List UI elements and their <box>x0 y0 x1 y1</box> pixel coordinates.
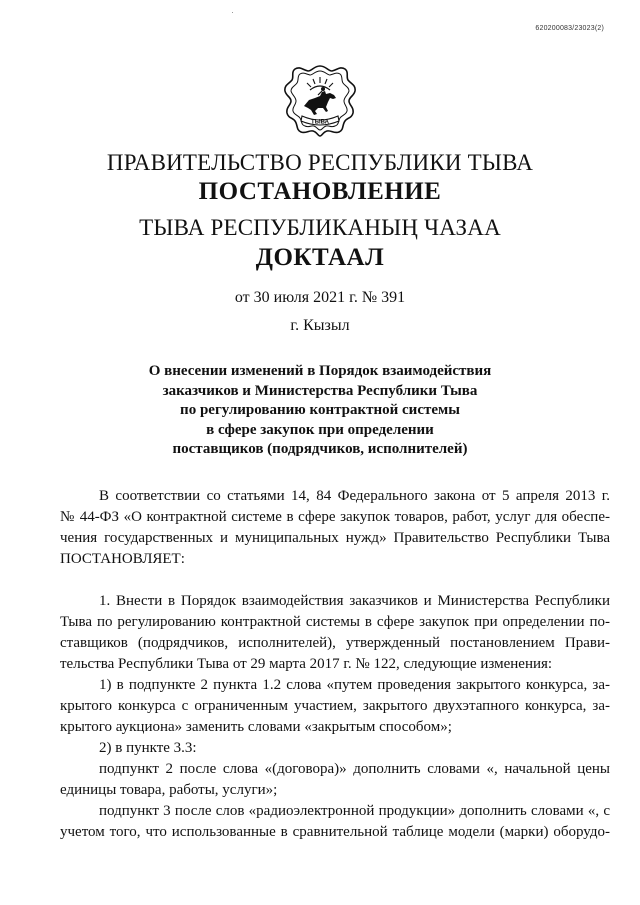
body-line: чения государственных и муниципальных нужд» Правительство Республики Тыва <box>60 530 610 546</box>
body-line: 1. Внести в Порядок взаимодействия заказчиков и Министерства Республики <box>99 593 610 609</box>
body-line: крытого аукциона» заменить словами «закрытым способом»; <box>60 719 452 735</box>
government-title-tuvan: ТЫВА РЕСПУБЛИКАНЫҢ ЧАЗАА <box>139 215 501 240</box>
body-line: тельства Республики Тыва от 29 марта 2017 г. № 122, следующие изменения: <box>60 656 553 672</box>
subject-line: по регулированию контрактной системы <box>180 402 460 418</box>
body-line: крытого конкурса с ограниченным участием, закрытого двухэтапного конкурса, за- <box>60 698 610 714</box>
decree-city: г. Кызыл <box>290 317 350 334</box>
subject-line: заказчиков и Министерства Республики Тыва <box>162 382 478 399</box>
decree-date-number: от 30 июля 2021 г. № 391 <box>234 289 406 306</box>
emblem-ribbon-text: ТЫВА <box>311 119 329 126</box>
document-id: 620200083/23023(2) <box>535 25 604 32</box>
body-line: № 44-ФЗ «О контрактной системе в сфере закупок товаров, работ, услуг для обеспе- <box>60 509 610 525</box>
subject-line: в сфере закупок при определении <box>206 421 434 438</box>
decree-subject <box>0 362 640 460</box>
body-line: Тыва по регулированию контрактной системы в сфере закупок при определении по- <box>60 614 610 630</box>
body-line: ПОСТАНОВЛЯЕТ: <box>60 551 185 567</box>
body-line: подпункт 2 после слова «(договора)» дополнить словами «, начальной цены <box>99 761 610 777</box>
body-line: ставщиков (подрядчиков, исполнителей), утвержденный постановлением Прави- <box>60 635 610 651</box>
decree-heading: ПОСТАНОВЛЕНИЕ <box>198 178 442 205</box>
subject-line: поставщиков (подрядчиков, исполнителей) <box>172 441 468 457</box>
body-line: учетом того, что использованные в сравнительной таблице модели (марки) оборудо- <box>60 824 610 840</box>
body-line: В соответствии со статьями 14, 84 Федерального закона от 5 апреля 2013 г. <box>99 488 610 504</box>
body-line: единицы товара, работы, услуги»; <box>60 782 278 798</box>
paragraph-gap <box>0 570 640 591</box>
body-line: 2) в пункте 3.3: <box>99 740 197 756</box>
subject-line: О внесении изменений в Порядок взаимодействия <box>148 363 492 379</box>
coat-of-arms-emblem <box>282 62 358 138</box>
decree-heading-tuvan: ДОКТААЛ <box>255 244 385 271</box>
body-line: подпункт 3 после слов «радиоэлектронной продукции» дополнить словами «, с <box>99 803 610 819</box>
government-title: ПРАВИТЕЛЬСТВО РЕСПУБЛИКИ ТЫВА <box>106 150 534 175</box>
scan-speck <box>232 12 233 13</box>
decree-body <box>0 486 640 843</box>
body-line: 1) в подпункте 2 пункта 1.2 слова «путем проведения закрытого конкурса, за- <box>99 677 610 693</box>
